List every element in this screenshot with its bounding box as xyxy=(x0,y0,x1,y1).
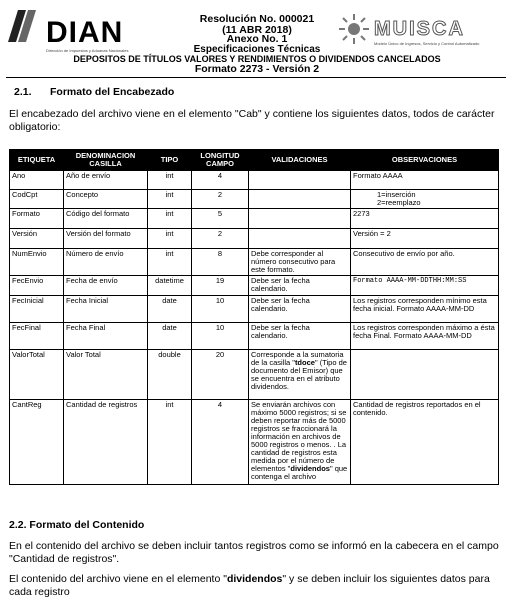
cell-observaciones: Formato AAAA-MM-DDTHH:MM:SS xyxy=(351,276,499,296)
cell-etiqueta: FecFinal xyxy=(10,323,64,350)
cell-validaciones xyxy=(249,400,351,485)
cell-observaciones: Formato AAAA xyxy=(351,171,499,190)
validation-text: Corresponde a la sumatoria de la casilla " xyxy=(251,350,344,367)
validation-field-name: dividendos xyxy=(290,464,330,473)
column-header-denominacion: DENOMINACION CASILLA xyxy=(64,150,148,171)
cell-longitud: 19 xyxy=(192,276,249,296)
cell-tipo: int xyxy=(148,209,192,229)
paragraph-element-name: dividendos xyxy=(226,573,283,585)
cell-longitud: 4 xyxy=(192,400,249,485)
cell-longitud: 2 xyxy=(192,190,249,209)
table-row xyxy=(10,400,499,485)
cell-denominacion: Año de envío xyxy=(64,171,148,190)
table-row xyxy=(10,296,499,323)
section-number: 2.1. xyxy=(14,86,32,98)
annex-label: Anexo No. 1 xyxy=(226,33,288,45)
paragraph-text: El contenido del archivo viene en el elemento " xyxy=(9,573,227,585)
resolution-number: Resolución No. 000021 xyxy=(199,13,315,25)
table-header-row xyxy=(10,150,499,171)
validation-text: " (Tipo de documento del Emisor) que se encuentra en el atributo dividendos. xyxy=(251,358,347,391)
observation-line: 1=inserción xyxy=(377,190,416,199)
cell-validaciones: Debe ser la fecha calendario. xyxy=(249,296,351,323)
table-row xyxy=(10,229,499,249)
document-title: DEPOSITOS DE TÍTULOS VALORES Y RENDIMIENTOS O DIVIDENDOS CANCELADOS xyxy=(73,54,441,64)
cell-denominacion: Número de envío xyxy=(64,249,148,276)
cell-validaciones: Debe corresponder al número consecutivo para este formato. xyxy=(249,249,351,276)
table-row xyxy=(10,190,499,209)
table-row xyxy=(10,350,499,400)
content-paragraph xyxy=(9,573,505,599)
table-row xyxy=(10,209,499,229)
cell-longitud: 20 xyxy=(192,350,249,400)
muisca-logo-subtitle: Modelo Único de Ingresos, Servicio y Control Automatizado xyxy=(374,41,480,46)
cell-observaciones xyxy=(351,190,499,209)
cell-etiqueta: ValorTotal xyxy=(10,350,64,400)
cell-tipo: int xyxy=(148,400,192,485)
resolution-date: (11 ABR 2018) xyxy=(222,24,292,36)
cell-denominacion: Código del formato xyxy=(64,209,148,229)
cell-tipo: date xyxy=(148,323,192,350)
cell-denominacion: Fecha Final xyxy=(64,323,148,350)
cell-etiqueta: FecEnvio xyxy=(10,276,64,296)
section-heading-content-format: 2.2. Formato del Contenido xyxy=(9,519,145,531)
section-title: Formato del Encabezado xyxy=(50,86,175,98)
section-heading-header-format xyxy=(14,86,174,98)
cell-longitud: 5 xyxy=(192,209,249,229)
cell-tipo: int xyxy=(148,229,192,249)
observation-line: 2=reemplazo xyxy=(377,198,421,207)
cell-observaciones: Cantidad de registros reportados en el contenido. xyxy=(351,400,499,485)
document-header xyxy=(0,0,514,78)
cell-longitud: 10 xyxy=(192,323,249,350)
cell-etiqueta: Ano xyxy=(10,171,64,190)
cell-etiqueta: CantReg xyxy=(10,400,64,485)
validation-text: " que contenga el archivo xyxy=(251,464,348,481)
cell-denominacion: Fecha de envío xyxy=(64,276,148,296)
cell-etiqueta: Versión xyxy=(10,229,64,249)
cell-validaciones xyxy=(249,350,351,400)
cell-validaciones xyxy=(249,229,351,249)
cell-observaciones: Los registros corresponden máximo a ésta fecha Final. Formato AAAA-MM-DD xyxy=(351,323,499,350)
cell-observaciones: 2273 xyxy=(351,209,499,229)
cell-tipo: datetime xyxy=(148,276,192,296)
dian-logo-text: DIAN xyxy=(46,16,124,49)
cell-validaciones xyxy=(249,190,351,209)
cell-validaciones: Debe ser la fecha calendario. xyxy=(249,276,351,296)
column-header-validaciones: VALIDACIONES xyxy=(249,150,351,171)
cell-observaciones: Los registros corresponden mínimo esta fecha inicial. Formato AAAA-MM-DD xyxy=(351,296,499,323)
cell-tipo: int xyxy=(148,190,192,209)
cell-tipo: double xyxy=(148,350,192,400)
spec-label: Especificaciones Técnicas xyxy=(193,44,321,55)
cell-longitud: 8 xyxy=(192,249,249,276)
section-intro-paragraph: El encabezado del archivo viene en el elemento "Cab" y contiene los siguientes datos, todos de carácter obligatorio: xyxy=(9,108,495,133)
column-header-longitud: LONGITUD CAMPO xyxy=(192,150,249,171)
cell-longitud: 4 xyxy=(192,171,249,190)
header-divider xyxy=(6,77,506,78)
paragraph-text: " y se deben incluir los siguientes datos para cada registro xyxy=(9,573,490,598)
table-row xyxy=(10,276,499,296)
cell-denominacion: Versión del formato xyxy=(64,229,148,249)
cell-etiqueta: NumEnvio xyxy=(10,249,64,276)
cell-denominacion: Concepto xyxy=(64,190,148,209)
cell-validaciones xyxy=(249,209,351,229)
cell-observaciones xyxy=(351,350,499,400)
table-row xyxy=(10,323,499,350)
cell-denominacion: Fecha Inicial xyxy=(64,296,148,323)
cell-tipo: date xyxy=(148,296,192,323)
column-header-observaciones: OBSERVACIONES xyxy=(351,150,499,171)
cell-etiqueta: CodCpt xyxy=(10,190,64,209)
cell-etiqueta: FecInicial xyxy=(10,296,64,323)
cell-longitud: 10 xyxy=(192,296,249,323)
column-header-etiqueta: ETIQUETA xyxy=(10,150,64,171)
column-header-tipo: TIPO xyxy=(148,150,192,171)
cell-denominacion: Cantidad de registros xyxy=(64,400,148,485)
muisca-logo-text: MUISCA xyxy=(374,18,465,40)
cell-denominacion: Valor Total xyxy=(64,350,148,400)
format-version: Formato 2273 - Versión 2 xyxy=(194,63,320,75)
table-row xyxy=(10,171,499,190)
validation-text: Se enviarán archivos con máximo 5000 registros; si se deben reportar más de 5000 registros se fraccionará la información en archivos de 5000 registros o menos. . La cantidad de registros esta medida por el número de elementos " xyxy=(251,400,347,473)
cell-validaciones: Debe ser la fecha calendario. xyxy=(249,323,351,350)
cell-tipo: int xyxy=(148,249,192,276)
header-fields-table xyxy=(9,149,499,485)
cell-observaciones: Versión = 2 xyxy=(351,229,499,249)
cell-observaciones: Consecutivo de envío por año. xyxy=(351,249,499,276)
dian-logo-subtitle: Dirección de Impuestos y Aduanas Nacionales xyxy=(46,48,129,53)
table-row xyxy=(10,249,499,276)
cell-validaciones xyxy=(249,171,351,190)
content-paragraph: En el contenido del archivo se deben incluir tantos registros como se informó en la cabecera en el campo "Cantidad de registros". xyxy=(9,540,499,565)
cell-longitud: 2 xyxy=(192,229,249,249)
validation-field-name: tdoce xyxy=(294,358,315,367)
cell-etiqueta: Formato xyxy=(10,209,64,229)
cell-tipo: int xyxy=(148,171,192,190)
